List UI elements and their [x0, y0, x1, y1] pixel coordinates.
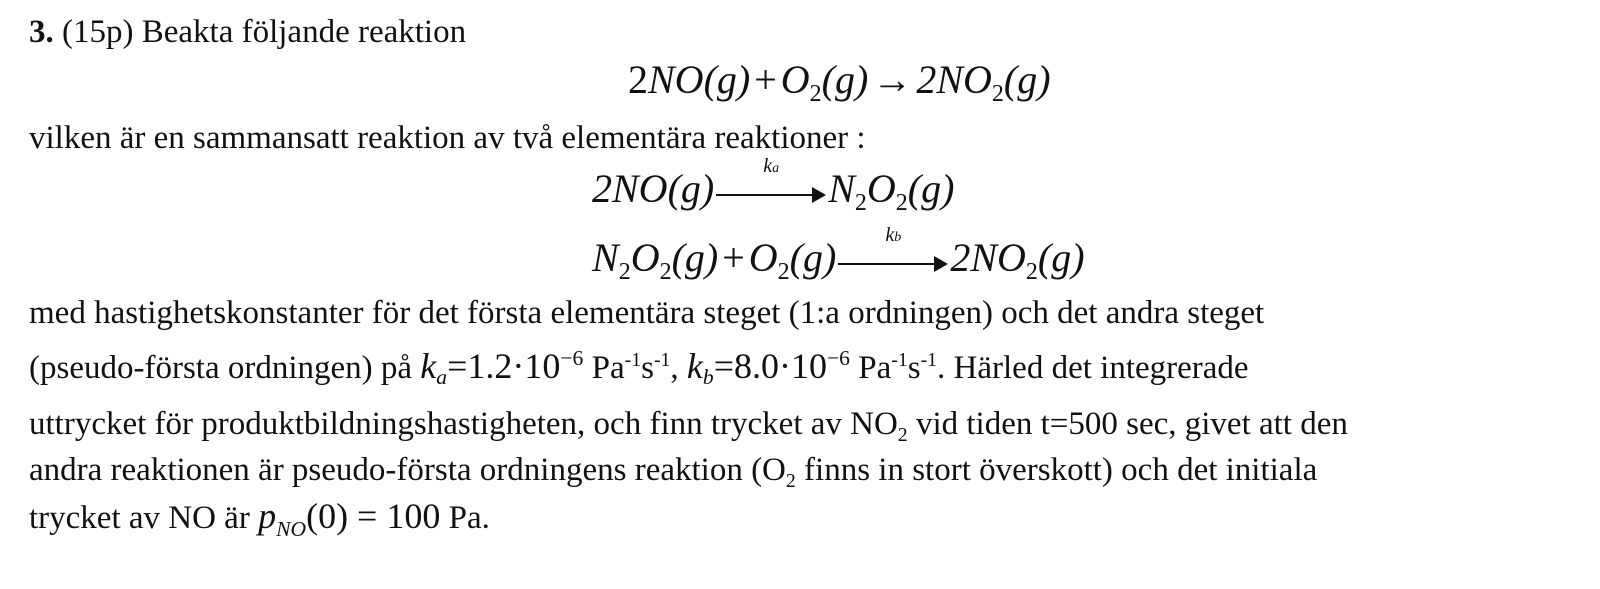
kb-expression: $kb=8.0\cdot 10^{-6}$: [686, 346, 850, 390]
problem-header: [29, 12, 466, 52]
task-line: uttrycket för produktbildningshastigheten, och finn trycket av $NO_2$ vid tiden t=500 sec, givet att den: [29, 406, 1348, 446]
rate-arrow-kb: kb: [838, 247, 948, 277]
rate-constants-line: med hastighetskonstanter för det första elementära steget (1:a ordningen) och det andra steget: [29, 295, 1265, 331]
problem-number: 3.: [29, 14, 54, 50]
description-line: vilken är en sammansatt reaktion av två elementära reaktioner :: [29, 120, 866, 156]
rate-constants-values-line: (pseudo-första ordningen) på $ka=1.2\cdot 10^{-6}$ $Pa^{-1}s^{-1}$, $kb=8.0\cdot 10^{-6}$ $Pa^{-1}s^{-1}$. Härled det integrerade: [29, 346, 1249, 390]
ka-expression: $ka=1.2\cdot 10^{-6}$: [420, 346, 584, 390]
initial-pressure-expression: $p_{NO}(0) = 100$: [258, 496, 441, 541]
ka-unit: $Pa^{-1}s^{-1}$: [591, 349, 671, 386]
rate-arrow-ka: ka: [716, 178, 826, 208]
overall-reaction-equation: $2NO(g) + O_2(g) \to 2NO_2(g)$: [628, 57, 1051, 108]
elementary-step-a: 2NO(g) ka $N_2O_2(g)$: [592, 154, 955, 217]
kb-unit: $Pa^{-1}s^{-1}$: [858, 349, 938, 386]
initial-pressure-line: trycket av NO är $p_{NO}(0) = 100$ Pa.: [29, 496, 490, 541]
condition-line: andra reaktionen är pseudo-första ordningens reaktion ($O_2$ finns in stort överskott) och det initiala: [29, 452, 1318, 492]
elementary-step-b: $N_2O_2(g) + O_2(g)$ kb $2NO_2(g)$: [592, 223, 1085, 286]
problem-intro: (15p) Beakta följande reaktion: [62, 14, 467, 50]
reaction-arrow: →: [872, 57, 913, 102]
